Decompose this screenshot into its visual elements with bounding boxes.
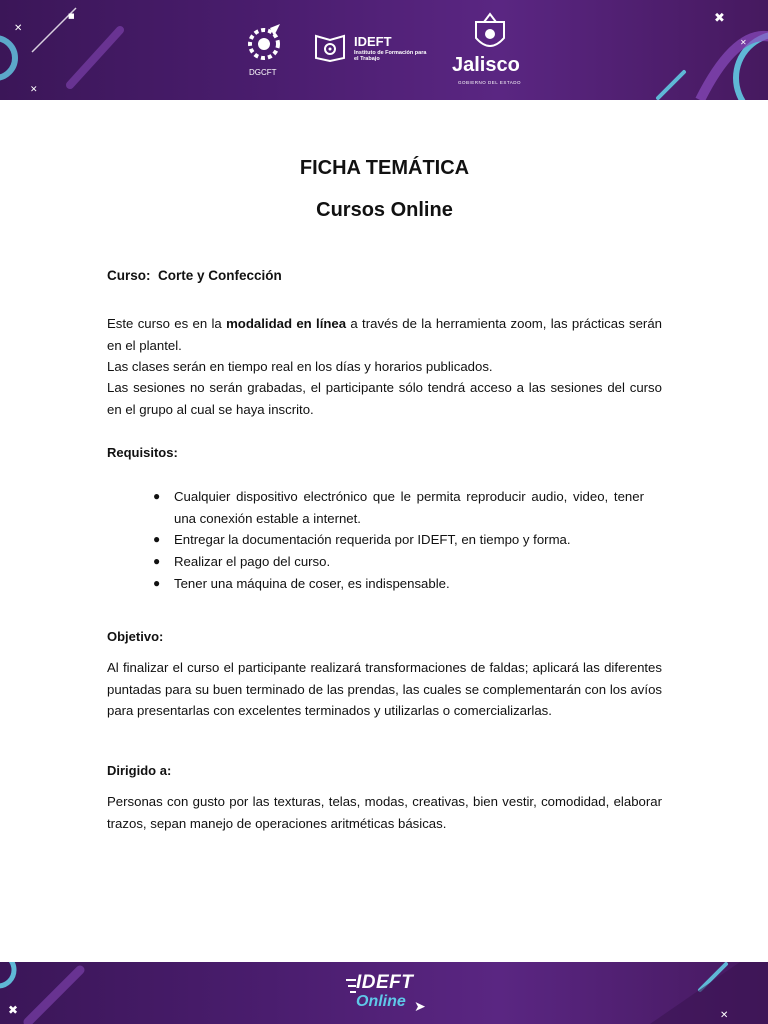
course-heading bbox=[107, 268, 282, 283]
svg-text:✖: ✖ bbox=[8, 1003, 19, 1017]
bullet-icon: ● bbox=[153, 489, 161, 503]
svg-text:✖: ✖ bbox=[714, 11, 725, 26]
document-title: FICHA TEMÁTICA bbox=[299, 157, 470, 179]
intro-text: Este curso es en la bbox=[107, 316, 227, 331]
requisitos-heading: Requisitos: bbox=[107, 445, 178, 460]
cursor-icon: ➤ bbox=[414, 998, 426, 1014]
jalisco-logo-subtitle: GOBIERNO DEL ESTADO bbox=[458, 80, 522, 85]
svg-text:✕: ✕ bbox=[30, 85, 38, 95]
dirigido-text: Personas con gusto por las texturas, telas, modas, creativas, bien vestir, comodidad, elaborar trazos, sepan manejo de operaciones aritméticas básicas. bbox=[107, 794, 662, 831]
objetivo-text: Al finalizar el curso el participante realizará transformaciones de faldas; aplicará las diferentes puntadas para su buen terminado de las prendas, las cuales se complementarán con los avíos para presentarlas con excelentes terminados y utilizarlas o comercializarlas. bbox=[107, 660, 662, 718]
svg-text:✕: ✕ bbox=[720, 1010, 729, 1021]
intro-bold-text: modalidad en línea bbox=[226, 316, 347, 331]
svg-text:■: ■ bbox=[68, 12, 75, 20]
requisito-item: Realizar el pago del curso. bbox=[174, 554, 331, 569]
footer-banner bbox=[0, 962, 768, 1024]
objetivo-heading: Objetivo: bbox=[107, 629, 164, 644]
jalisco-logo-title: Jalisco bbox=[452, 54, 520, 76]
requisito-item: Tener una máquina de coser, es indispensable. bbox=[174, 576, 450, 591]
document-subtitle: Cursos Online bbox=[316, 199, 453, 221]
course-label: Curso: bbox=[107, 268, 151, 283]
intro-text-after: a través de la herramienta zoom, las prácticas serán en el plantel. bbox=[107, 316, 662, 353]
dgcft-logo bbox=[244, 24, 284, 72]
bullet-icon: ● bbox=[153, 532, 161, 546]
ideft-book-icon bbox=[314, 32, 346, 62]
dirigido-heading: Dirigido a: bbox=[107, 763, 172, 778]
course-name: Corte y Confección bbox=[158, 268, 282, 283]
svg-text:✕: ✕ bbox=[740, 38, 747, 47]
intro-paragraph-1 bbox=[107, 313, 662, 356]
requisito-item: Entregar la documentación requerida por IDEFT, en tiempo y forma. bbox=[174, 532, 571, 547]
requisito-item: Cualquier dispositivo electrónico que le permita reproducir audio, video, tener una conexión estable a internet. bbox=[174, 489, 644, 526]
bullet-icon: ● bbox=[153, 554, 161, 568]
dgcft-caption: DGCFT bbox=[249, 68, 277, 77]
svg-text:✕: ✕ bbox=[14, 23, 23, 34]
header-banner bbox=[0, 0, 768, 100]
ideft-logo-title: IDEFT bbox=[354, 34, 392, 49]
intro-paragraph-2: Las clases serán en tiempo real en los días y horarios publicados. bbox=[107, 359, 493, 374]
bullet-icon: ● bbox=[153, 576, 161, 590]
footer-logo-title: IDEFT bbox=[356, 972, 414, 993]
intro-paragraph-3: Las sesiones no serán grabadas, el participante sólo tendrá acceso a las sesiones del curso en el grupo al cual se haya inscrito. bbox=[107, 380, 662, 417]
ideft-logo-subtitle: Instituto de Formación para el Trabajo bbox=[354, 50, 427, 62]
jalisco-shield-icon bbox=[470, 12, 510, 56]
footer-logo-subtitle: Online bbox=[356, 993, 406, 1010]
